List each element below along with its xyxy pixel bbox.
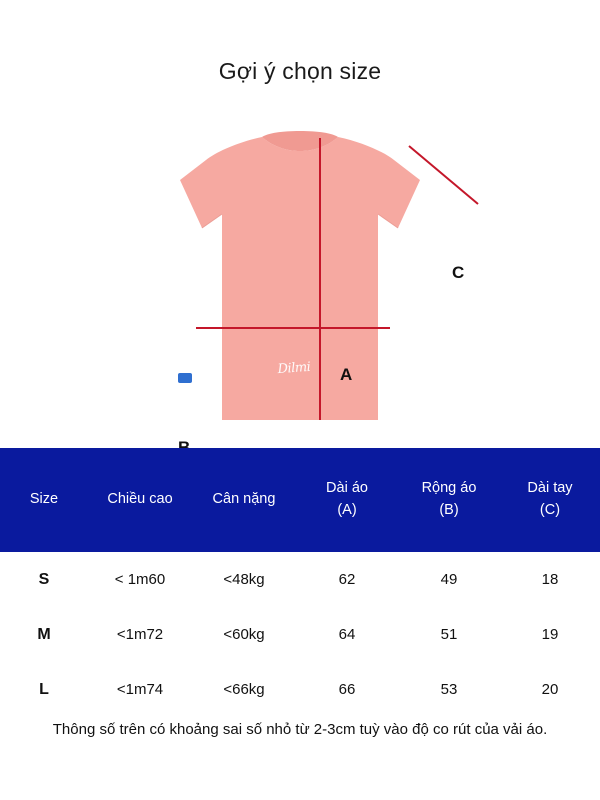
chest-logo: Dilmi — [277, 359, 311, 378]
column-header-width-label: Rộng áo — [421, 480, 477, 497]
column-header-size — [0, 448, 88, 552]
cell-size: S — [38, 570, 50, 588]
table-header-row — [0, 448, 600, 552]
page-title: Gợi ý chọn size — [218, 58, 382, 84]
column-header-size-label: Size — [29, 491, 59, 508]
cell-length: 64 — [338, 626, 356, 643]
cell-width: 51 — [440, 626, 458, 643]
measure-line-c — [409, 146, 478, 204]
column-header-weight — [192, 448, 296, 552]
size-table-container — [0, 448, 600, 717]
column-header-length-label: Dài áo — [326, 480, 368, 497]
column-header-width-sub: (B) — [439, 502, 459, 518]
brand-tag — [178, 373, 192, 383]
cell-weight: <60kg — [223, 626, 265, 643]
shirt-illustration — [0, 118, 600, 448]
column-header-length-sub: (A) — [337, 502, 357, 518]
cell-width: 49 — [440, 571, 458, 588]
cell-sleeve: 18 — [541, 571, 559, 588]
cell-height: <1m72 — [116, 626, 164, 643]
column-header-height-label: Chiều cao — [107, 491, 173, 508]
cell-height: < 1m60 — [114, 571, 166, 588]
label-c: C — [452, 263, 465, 282]
cell-width: 53 — [440, 681, 458, 698]
cell-length: 66 — [338, 681, 356, 698]
size-table — [0, 448, 600, 717]
column-header-height — [88, 448, 192, 552]
cell-height: <1m74 — [116, 681, 164, 698]
cell-weight: <66kg — [223, 681, 265, 698]
shirt-drawing — [0, 118, 600, 448]
column-header-sleeve — [500, 448, 600, 552]
cell-size: M — [37, 625, 51, 643]
table-row — [0, 607, 600, 662]
cell-size: L — [39, 680, 49, 698]
column-header-width — [398, 448, 500, 552]
cell-sleeve: 19 — [541, 626, 559, 643]
column-header-sleeve-label: Dài tay — [527, 480, 573, 497]
column-header-sleeve-sub: (C) — [539, 502, 561, 518]
table-head — [0, 448, 600, 552]
cell-sleeve: 20 — [541, 681, 559, 698]
table-row — [0, 552, 600, 607]
table-body — [0, 552, 600, 717]
table-row — [0, 662, 600, 717]
label-a: A — [340, 365, 353, 384]
column-header-weight-label: Cân nặng — [212, 491, 276, 508]
size-note: Thông số trên có khoảng sai số nhỏ từ 2-3cm tuỳ vào độ co rút của vải áo. — [52, 721, 548, 738]
shirt-body — [180, 137, 420, 420]
cell-weight: <48kg — [223, 571, 265, 588]
column-header-length — [296, 448, 398, 552]
cell-length: 62 — [338, 571, 356, 588]
